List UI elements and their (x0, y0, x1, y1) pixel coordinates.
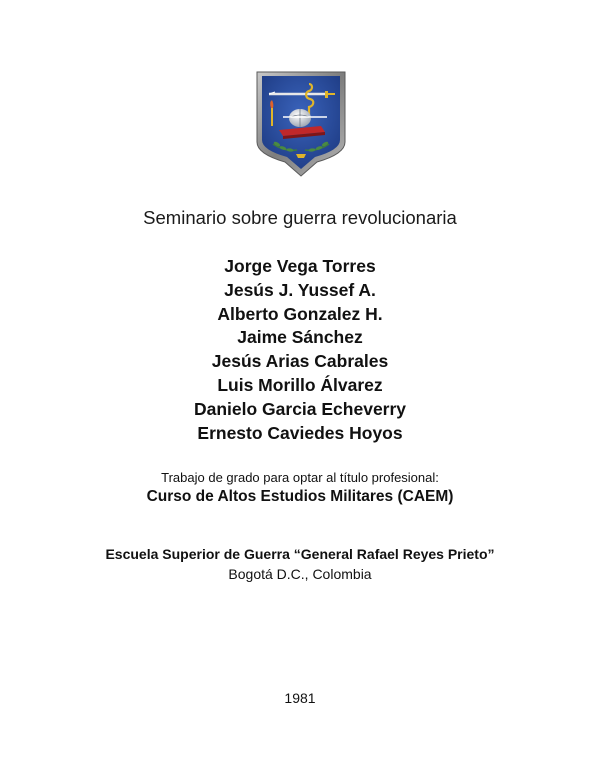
author-name: Jorge Vega Torres (224, 256, 376, 276)
document-title: Seminario sobre guerra revolucionaria (143, 207, 457, 228)
author-list (0, 255, 600, 445)
author-name: Luis Morillo Álvarez (217, 374, 383, 395)
thesis-program: Curso de Altos Estudios Militares (CAEM) (146, 488, 454, 505)
publication-year: 1981 (284, 690, 316, 706)
author-name: Jaime Sánchez (237, 327, 363, 348)
author-name: Jesús J. Yussef A. (224, 279, 376, 300)
author-name: Alberto Gonzalez H. (217, 303, 383, 324)
author-name: Jesús Arias Cabrales (211, 351, 389, 372)
author-name: Danielo Garcia Echeverry (193, 398, 407, 419)
institution-location: Bogotá D.C., Colombia (228, 566, 372, 582)
author-name: Ernesto Caviedes Hoyos (197, 422, 403, 443)
military-school-shield-icon (255, 70, 347, 178)
institution-name: Escuela Superior de Guerra “General Rafael Reyes Prieto” (105, 546, 495, 562)
thesis-intro: Trabajo de grado para optar al título profesional: (161, 470, 439, 485)
